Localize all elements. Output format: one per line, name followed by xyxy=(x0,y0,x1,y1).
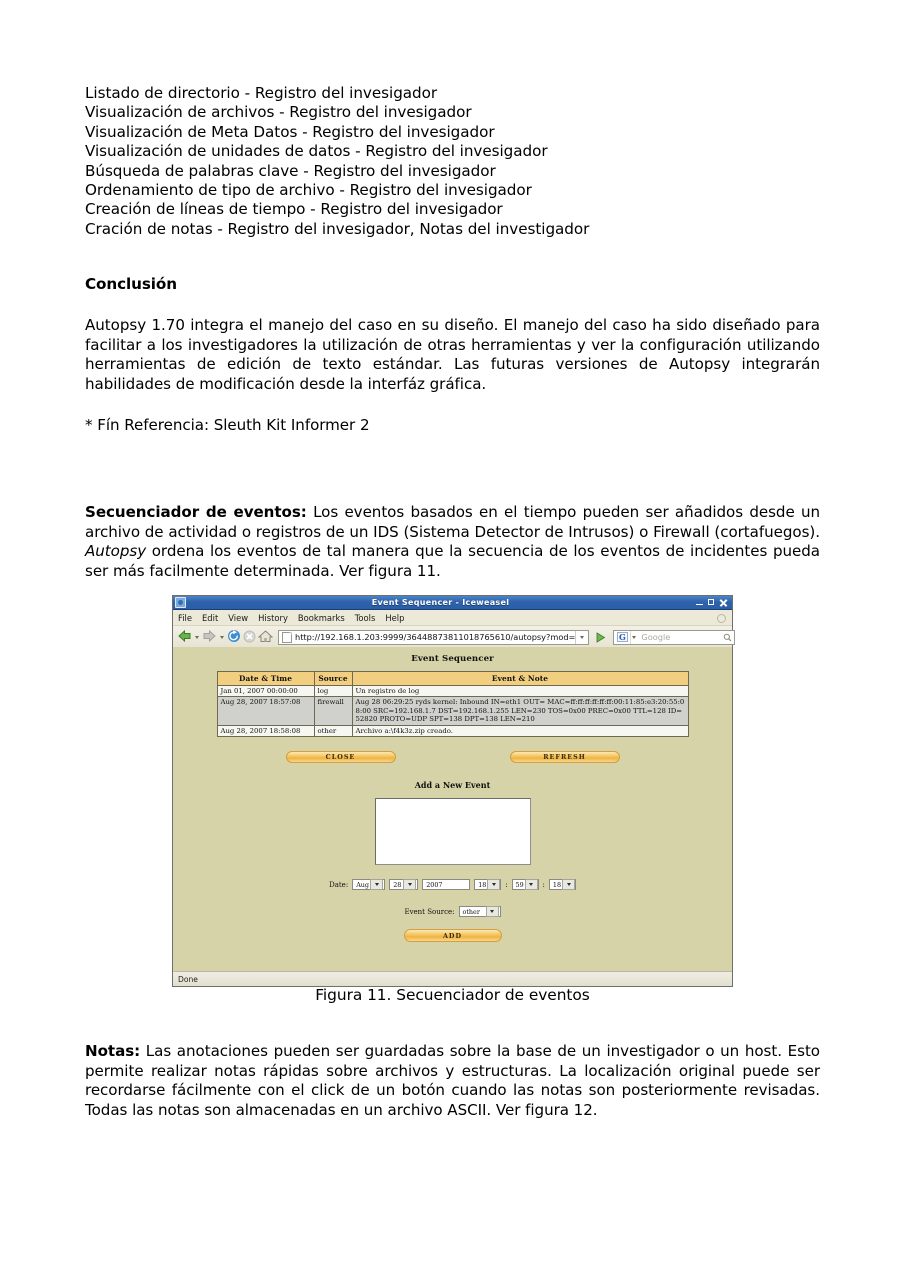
list-item: Visualización de unidades de datos - Registro del invesigador xyxy=(85,142,548,161)
list-item: Listado de directorio - Registro del invesigador xyxy=(85,84,438,102)
browser-statusbar xyxy=(173,971,732,986)
conclusion-heading: Conclusión xyxy=(85,275,177,294)
menu-file[interactable]: File xyxy=(178,612,193,623)
figure-caption: Figura 11. Secuenciador de eventos xyxy=(315,986,590,1004)
add-event-actions xyxy=(173,929,732,942)
chevron-down-icon xyxy=(525,879,538,890)
cell-source: log xyxy=(314,686,352,697)
sequencer-paragraph-lead: Secuenciador de eventos: xyxy=(85,503,307,522)
list-item: Búsqueda de palabras clave - Registro del invesigador xyxy=(85,161,496,180)
event-table xyxy=(217,671,689,737)
forward-dropdown-icon xyxy=(220,636,224,639)
minute-select-value: 59 xyxy=(515,880,524,889)
search-engine-icon[interactable] xyxy=(614,631,631,644)
menu-help[interactable]: Help xyxy=(385,612,405,623)
menu-bookmarks[interactable]: Bookmarks xyxy=(297,612,345,623)
chevron-down-icon xyxy=(487,879,500,890)
throbber-icon xyxy=(717,614,726,623)
browser-titlebar[interactable] xyxy=(173,596,732,610)
window-controls xyxy=(695,598,730,607)
maximize-icon[interactable] xyxy=(707,598,716,607)
close-button[interactable]: CLOSE xyxy=(286,751,396,763)
document-body xyxy=(85,84,820,582)
page-title: Event Sequencer xyxy=(411,654,494,664)
forward-icon xyxy=(202,628,217,647)
application-icon xyxy=(175,597,186,608)
date-label: Date: xyxy=(329,880,349,889)
cell-source: firewall xyxy=(314,697,352,725)
second-select-value: 18 xyxy=(552,880,562,889)
notes-paragraph-lead: Notas: xyxy=(85,1042,141,1060)
window-title: Event Sequencer - Iceweasel xyxy=(371,598,510,607)
sequencer-paragraph-part1: Los eventos basados en el tiempo pueden ser añadidos desde un archivo de actividad o registros de un IDS (Sistema Detector de Intrusos) o Firewall (cortafuegos). xyxy=(85,503,820,541)
list-item: Cración de notas - Registro del invesigador, Notas del investigador xyxy=(85,219,590,238)
minute-select[interactable] xyxy=(512,879,539,890)
chevron-down-icon xyxy=(370,879,383,890)
time-separator: : xyxy=(505,880,508,889)
add-event-title: Add a New Event xyxy=(414,780,491,791)
chevron-down-icon xyxy=(580,636,584,639)
time-separator: : xyxy=(542,880,545,889)
month-select[interactable] xyxy=(352,879,385,890)
reload-icon[interactable] xyxy=(227,628,241,647)
cell-date: Jan 01, 2007 00:00:00 xyxy=(217,686,314,697)
add-button[interactable]: ADD xyxy=(404,929,502,942)
stop-icon xyxy=(243,628,256,647)
browser-menubar xyxy=(173,610,732,626)
event-source-label: Event Source: xyxy=(404,907,455,916)
table-actions xyxy=(173,751,732,763)
notes-paragraph-text: Las anotaciones pueden ser guardadas sobre la base de un investigador o un host. Esto permite realizar notas rápidas sobre archivos y estructuras. La localización original puede ser recordarse fácilmente con el click de un botón cuando las notas son posteriormente revisadas. Todas las notas son almacenadas en un archivo ASCII. Ver figura 12. xyxy=(85,1042,820,1119)
autopsy-page-content xyxy=(173,647,732,971)
sequencer-paragraph xyxy=(85,503,820,581)
column-header-source: Source xyxy=(314,672,352,686)
day-select[interactable] xyxy=(389,879,418,890)
address-bar-dropdown-icon[interactable] xyxy=(575,631,587,644)
browser-navbar xyxy=(173,626,732,649)
table-row xyxy=(217,725,688,736)
menu-tools[interactable]: Tools xyxy=(354,612,376,623)
table-row xyxy=(217,686,688,697)
page-favicon-icon xyxy=(282,632,292,643)
month-select-value: Aug xyxy=(356,880,370,889)
date-row xyxy=(173,879,732,890)
chevron-down-icon xyxy=(562,879,575,890)
hour-select[interactable] xyxy=(474,879,501,890)
notes-paragraph xyxy=(85,1042,820,1120)
hour-select-value: 18 xyxy=(478,880,487,889)
conclusion-paragraph: Autopsy 1.70 integra el manejo del caso en su diseño. El manejo del caso ha sido diseñado para facilitar a los investigadores la utilización de otras herramientas y ver la configuración utilizando herramientas de edición de texto estándar. Las futuras versiones de Autopsy integrarán habilidades de modificación desde la interfáz gráfica. xyxy=(85,316,820,394)
minimize-icon[interactable] xyxy=(695,598,704,607)
search-icon[interactable] xyxy=(721,633,734,642)
menu-view[interactable]: View xyxy=(228,612,249,623)
year-input[interactable]: 2007 xyxy=(422,879,470,890)
list-item: Ordenamiento de tipo de archivo - Registro del invesigador xyxy=(85,181,532,200)
event-note-textarea[interactable] xyxy=(375,798,531,865)
back-dropdown-icon[interactable] xyxy=(195,636,199,639)
search-input[interactable]: Google xyxy=(641,632,671,642)
column-header-note: Event & Note xyxy=(352,672,688,686)
menu-history[interactable]: History xyxy=(258,612,288,623)
cell-source: other xyxy=(314,725,352,736)
cell-note: Un registro de log xyxy=(352,686,688,697)
browser-window xyxy=(172,595,733,987)
menu-edit[interactable]: Edit xyxy=(202,612,219,623)
cell-note: Aug 28 06:29:25 ryds kernel: Inbound IN=eth1 OUT= MAC=ff:ff:ff:ff:ff:ff:00:11:85:e3:20:55:08:00 SRC=192.168.1.7 DST=192.168.1.255 LEN=230 TOS=0x00 PREC=0x00 TTL=128 ID=52820 PROTO=UDP SPT=138 DPT=138 LEN=210 xyxy=(352,697,688,725)
reference-line: * Fín Referencia: Sleuth Kit Informer 2 xyxy=(85,415,370,434)
event-source-row xyxy=(173,906,732,917)
sequencer-paragraph-italic: Autopsy xyxy=(85,542,147,561)
second-select[interactable] xyxy=(549,879,576,890)
address-bar-text: http://192.168.1.203:9999/36448873811018765610/autopsy?mod= xyxy=(295,632,576,642)
event-source-select[interactable] xyxy=(459,906,501,917)
list-item: Visualización de archivos - Registro del invesigador xyxy=(85,103,472,122)
address-bar[interactable] xyxy=(278,630,589,645)
home-icon[interactable] xyxy=(258,628,273,647)
close-icon[interactable] xyxy=(719,598,728,607)
go-button[interactable] xyxy=(593,630,607,645)
cell-date: Aug 28, 2007 18:58:08 xyxy=(217,725,314,736)
event-source-select-value: other xyxy=(462,907,480,916)
chevron-down-icon xyxy=(403,879,416,890)
google-logo-icon: G xyxy=(618,632,626,642)
sequencer-paragraph-part2: ordena los eventos de tal manera que la secuencia de los eventos de incidentes pueda ser más facilmente determinada. Ver figura 11. xyxy=(85,542,820,580)
day-select-value: 28 xyxy=(393,880,402,889)
search-engine-dropdown-icon[interactable] xyxy=(632,636,636,639)
feature-list xyxy=(85,84,820,239)
chevron-down-icon xyxy=(486,906,499,917)
cell-note: Archivo a:\f4k3z.zip creado. xyxy=(352,725,688,736)
search-bar[interactable] xyxy=(613,630,735,645)
list-item: Creación de líneas de tiempo - Registro del invesigador xyxy=(85,200,503,219)
notes-section xyxy=(85,1042,820,1120)
refresh-button[interactable]: REFRESH xyxy=(510,751,620,763)
table-row xyxy=(217,697,688,725)
status-text: Done xyxy=(178,974,198,984)
back-icon[interactable] xyxy=(177,628,192,647)
list-item: Visualización de Meta Datos - Registro del invesigador xyxy=(85,122,495,141)
column-header-date: Date & Time xyxy=(217,672,314,686)
table-header-row xyxy=(217,672,688,686)
cell-date: Aug 28, 2007 18:57:08 xyxy=(217,697,314,725)
